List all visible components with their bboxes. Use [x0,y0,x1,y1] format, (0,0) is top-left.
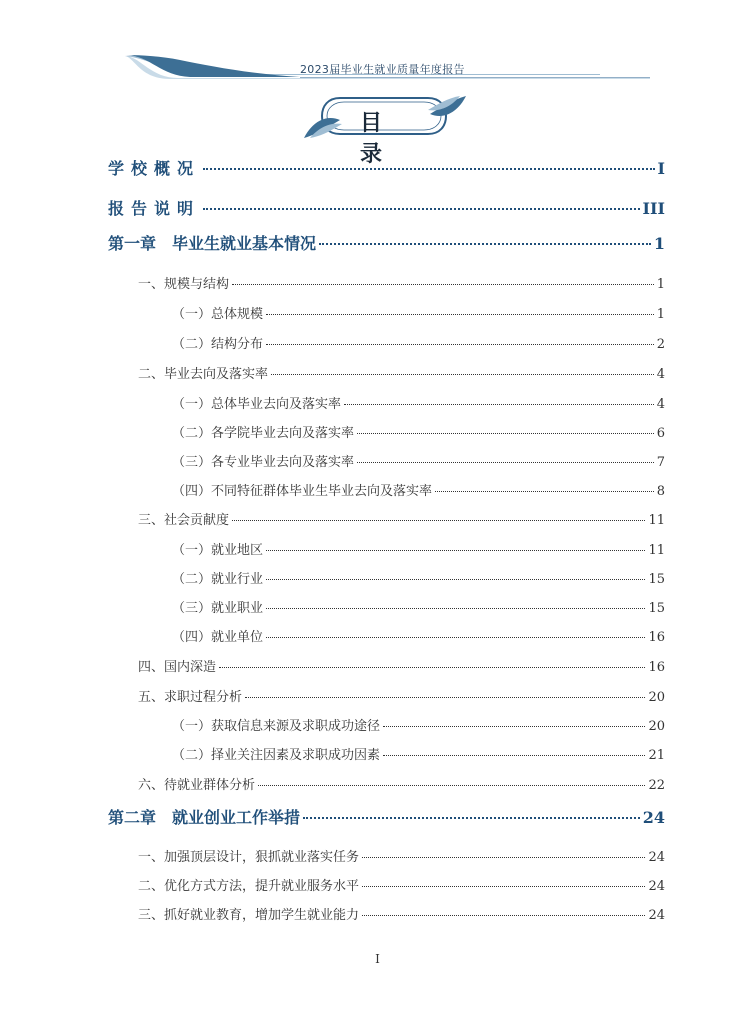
toc-entry-label: 第一章 毕业生就业基本情况 [108,234,317,253]
toc-entry[interactable] [108,805,665,828]
toc-leader-dots [266,538,645,551]
toc-entry-page: 16 [648,660,665,675]
toc-entry-label: 六、待就业群体分析 [138,778,256,793]
toc-entry[interactable] [172,597,665,616]
toc-entry-page: 8 [656,484,665,499]
toc-leader-dots [362,903,645,916]
toc-entry-page: 15 [648,572,665,587]
toc-leader-dots [245,685,645,698]
toc-entry-label: 三、社会贡献度 [138,513,230,528]
toc-entry-page: 2 [656,337,665,352]
toc-leader-dots [344,392,654,405]
toc-entry-label: 四、国内深造 [138,660,217,675]
toc-entry-label: （一）就业地区 [172,543,264,558]
toc-entry-page: III [642,199,665,218]
toc-entry[interactable] [172,303,665,322]
toc-entry-page: 21 [648,748,665,763]
toc-entry[interactable] [172,539,665,558]
toc-leader-dots [219,655,645,668]
toc-entry-label: 学校概况 [108,159,201,178]
toc-leader-dots [266,625,645,638]
toc-heading: 目 录 [359,110,400,167]
toc-entry-page: 20 [648,690,665,705]
page-number: I [375,952,380,966]
toc-entry-page: 1 [656,277,665,292]
page-header [0,0,755,100]
toc-entry-label: （一）总体规模 [172,307,264,322]
toc-entry[interactable] [172,626,665,645]
toc-entry[interactable] [172,568,665,587]
toc-entry-page: 15 [648,601,665,616]
toc-entry[interactable] [172,480,665,499]
toc-entry-page: 7 [656,455,665,470]
toc-entry-label: 报告说明 [108,199,201,218]
toc-entry[interactable] [172,744,665,763]
toc-leader-dots [435,479,654,492]
toc-entry-page: I [657,159,665,178]
toc-leader-dots [266,567,645,580]
toc-leader-dots [266,302,654,315]
toc-entry-label: （三）就业职业 [172,601,264,616]
toc-entry-label: 二、毕业去向及落实率 [138,367,269,382]
toc-entry-page: 24 [648,908,665,923]
toc-leader-dots [357,450,654,463]
toc-entry-label: （二）就业行业 [172,572,264,587]
toc-entry-page: 24 [642,808,665,827]
toc-entry[interactable] [108,156,665,179]
toc-entry-page: 22 [648,778,665,793]
toc-entry-label: （二）结构分布 [172,337,264,352]
toc-entry[interactable] [138,904,665,923]
toc-entry-label: 第二章 就业创业工作举措 [108,808,301,827]
toc-entry[interactable] [138,774,665,793]
toc-leader-dots [319,229,651,245]
toc-leader-dots [362,874,645,887]
toc-entry[interactable] [172,715,665,734]
toc-entry[interactable] [108,196,665,219]
toc-entry-label: （四）不同特征群体毕业生毕业去向及落实率 [172,484,433,499]
toc-leader-dots [303,803,640,819]
toc-leader-dots [266,332,654,345]
toc-entry-label: 一、加强顶层设计，狠抓就业落实任务 [138,850,360,865]
toc-entry[interactable] [138,656,665,675]
toc-entry[interactable] [172,393,665,412]
toc-leader-dots [203,154,655,170]
toc-entry[interactable] [138,846,665,865]
toc-entry-label: （二）择业关注因素及求职成功因素 [172,748,381,763]
toc-entry-label: （三）各专业毕业去向及落实率 [172,455,355,470]
toc-entry-page: 24 [648,879,665,894]
toc-entry-label: （二）各学院毕业去向及落实率 [172,426,355,441]
header-wave-decoration [0,0,755,100]
toc-entry[interactable] [138,363,665,382]
toc-heading-banner [0,92,755,167]
toc-entry-page: 1 [656,307,665,322]
toc-leader-dots [266,596,645,609]
toc-entry[interactable] [138,686,665,705]
toc-entry-label: （一）获取信息来源及求职成功途径 [172,719,381,734]
report-title: 2023届毕业生就业质量年度报告 [300,63,465,76]
toc-entry[interactable] [172,451,665,470]
toc-leader-dots [383,743,645,756]
toc-entry-label: （一）总体毕业去向及落实率 [172,397,342,412]
toc-entry-label: 三、抓好就业教育，增加学生就业能力 [138,908,360,923]
toc-entry[interactable] [172,422,665,441]
toc-entry-page: 11 [648,513,665,528]
toc-entry[interactable] [138,875,665,894]
toc-entry-label: 五、求职过程分析 [138,690,243,705]
toc-leader-dots [362,845,645,858]
toc-leader-dots [203,194,640,210]
toc-leader-dots [357,421,654,434]
toc-leader-dots [258,773,645,786]
toc-leader-dots [271,362,654,375]
toc-entry-label: 二、优化方式方法，提升就业服务水平 [138,879,360,894]
toc-entry-page: 20 [648,719,665,734]
toc-leader-dots [232,508,645,521]
toc-entry-page: 16 [648,630,665,645]
toc-entry-page: 1 [653,234,665,253]
toc-entry-page: 24 [648,850,665,865]
toc-entry-label: 一、规模与结构 [138,277,230,292]
toc-leader-dots [232,272,654,285]
toc-entry[interactable] [108,231,665,254]
toc-entry[interactable] [172,333,665,352]
toc-entry[interactable] [138,509,665,528]
toc-entry-page: 4 [656,397,665,412]
toc-entry-label: （四）就业单位 [172,630,264,645]
toc-entry-page: 6 [656,426,665,441]
toc-entry-page: 4 [656,367,665,382]
toc-entry-page: 11 [648,543,665,558]
toc-entry[interactable] [138,273,665,292]
toc-leader-dots [383,714,645,727]
